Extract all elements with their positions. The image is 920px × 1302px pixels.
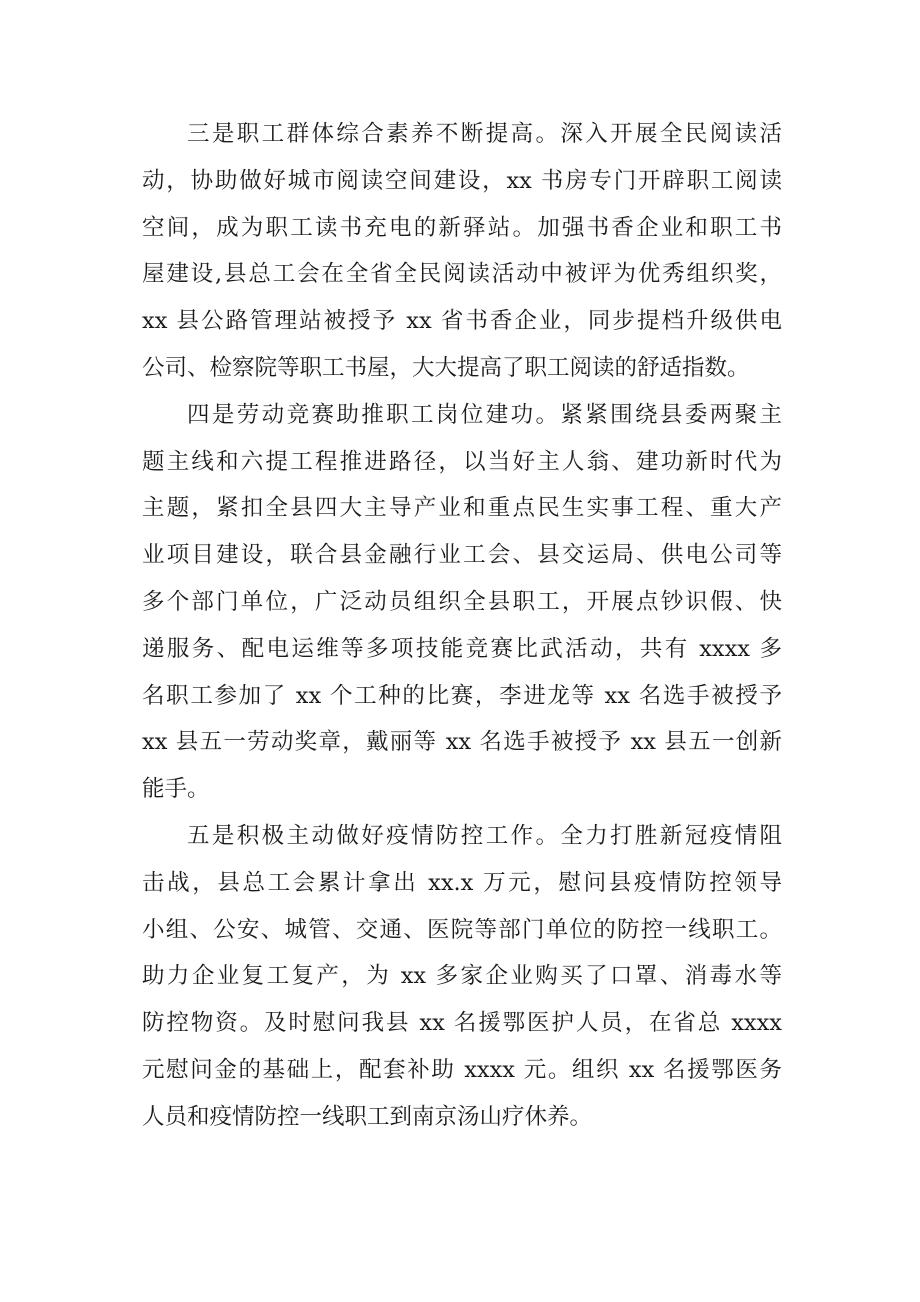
paragraph-line: 四是劳动竞赛助推职工岗位建功。紧紧围绕县委两聚主 <box>187 401 782 428</box>
paragraph-line: 小组、公安、城管、交通、医院等部门单位的防控一线职工。 <box>142 916 782 943</box>
paragraph-line: 人员和疫情防控一线职工到南京汤山疗休养。 <box>142 1103 593 1130</box>
paragraph-line: 主题，紧扣全县四大主导产业和重点民生实事工程、重大产 <box>142 495 782 522</box>
paragraph-line: 屋建设,县总工会在全省全民阅读活动中被评为优秀组织奖， <box>142 261 782 288</box>
paragraph-line: 空间，成为职工读书充电的新驿站。加强书香企业和职工书 <box>142 214 782 241</box>
paragraph-line: 递服务、配电运维等多项技能竞赛比武活动，共有 xxxx 多 <box>142 635 782 662</box>
paragraph-line: 题主线和六提工程推进路径，以当好主人翁、建功新时代为 <box>142 448 782 475</box>
paragraph-line: 击战，县总工会累计拿出 xx.x 万元，慰问县疫情防控领导 <box>142 869 782 896</box>
paragraph-labor-competition <box>142 392 782 813</box>
document-page <box>142 111 782 1141</box>
paragraph-reading <box>142 111 782 392</box>
paragraph-line: 三是职工群体综合素养不断提高。深入开展全民阅读活 <box>187 121 782 147</box>
paragraph-line: 名职工参加了 xx 个工种的比赛，李进龙等 xx 名选手被授予 <box>142 682 782 709</box>
paragraph-line: xx 县公路管理站被授予 xx 省书香企业，同步提档升级供电 <box>142 308 782 335</box>
paragraph-line: 业项目建设，联合县金融行业工会、县交运局、供电公司等 <box>142 542 782 569</box>
paragraph-line: 助力企业复工复产，为 xx 多家企业购买了口罩、消毒水等 <box>142 963 782 990</box>
paragraph-line: 防控物资。及时慰问我县 xx 名援鄂医护人员，在省总 xxxx <box>142 1010 782 1037</box>
paragraph-line: 动，协助做好城市阅读空间建设，xx 书房专门开辟职工阅读 <box>142 167 782 194</box>
paragraph-epidemic-control <box>142 813 782 1141</box>
paragraph-line: xx 县五一劳动奖章，戴丽等 xx 名选手被授予 xx 县五一创新 <box>142 729 782 756</box>
paragraph-line: 多个部门单位，广泛动员组织全县职工，开展点钞识假、快 <box>142 588 782 615</box>
paragraph-line: 元慰问金的基础上，配套补助 xxxx 元。组织 xx 名援鄂医务 <box>142 1056 782 1083</box>
paragraph-line: 五是积极主动做好疫情防控工作。全力打胜新冠疫情阻 <box>187 822 782 849</box>
paragraph-line: 公司、检察院等职工书屋，大大提高了职工阅读的舒适指数。 <box>142 354 750 381</box>
paragraph-line: 能手。 <box>142 776 210 803</box>
